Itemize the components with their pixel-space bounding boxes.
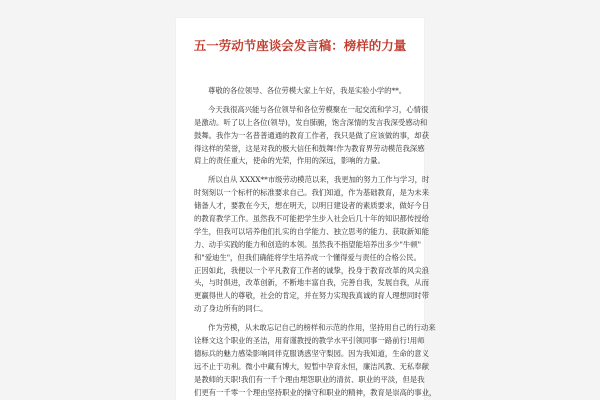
paragraph-line: 是激动。听了以上各位(领导)，发自肺腑，饱含深情的发言我深受感动和: [194, 117, 428, 127]
paragraph-line: 头，与时俱进，改革创新，不断地丰富自我，完善自我，发展自我，从而: [194, 278, 429, 288]
paragraph-line: 远不止于功利。微小中藏有博大，短暂中孕育永恒，廉洁风教、无私奉献: [194, 361, 429, 371]
paragraph-line: 所以自从 XXXX**市级劳动模范以来，我更加的努力工作与学习，时: [208, 175, 430, 185]
paragraph-line: 学生，但我可以培养他们扎实的自学能力、独立思考的能力、获取新知能: [194, 226, 429, 236]
paragraph-line: 德标兵的魅力感染影响同伴克服诱惑坚守梨园。因为我知道，生命的意义: [194, 348, 429, 358]
document-title: 五一劳动节座谈会发言稿：榜样的力量: [193, 38, 407, 53]
paragraph: [194, 322, 437, 399]
paragraph-line: 和"爱迪生"，但我们确能将学生培养成一个懂得爱与责任的合格公民。: [194, 252, 421, 262]
paragraph-line: 动了身边所有的同仁。: [194, 304, 268, 314]
paragraph-line: 储备人才，要教在今天，想在明天，以明日建设者的素质要求，做好今日: [194, 201, 429, 211]
document-body: [194, 85, 437, 399]
paragraph-line: 肩上的责任重大，使命的光荣，作用的深远，影响的力量。: [194, 156, 385, 166]
paragraph: [194, 85, 406, 98]
document-page: [176, 18, 437, 400]
paragraph: [194, 104, 429, 168]
paragraph: [194, 174, 430, 316]
paragraph-line: 是教师的天职!我们有一千个理由埋怨职业的清贫、职业的平淡，但是我: [194, 374, 425, 384]
paragraph-line: 的教育教学工作。虽然我不可能把学生步入社会后几十年的知识都传授给: [194, 214, 429, 224]
paragraph-line: 更赢得世人的尊敬，社会的肯定，并在努力实现我真诚的育人理想同时带: [194, 291, 429, 301]
paragraph-line: 们更有一千零一个理由坚持职业的操守和职业的精神，教育是崇高的事业，: [194, 387, 437, 397]
paragraph-line: 尊敬的各位领导、各位劳模大家上午好，我是实验小学的**。: [208, 86, 407, 95]
paragraph-line: 今天我很高兴能与各位领导和各位劳模聚在一起交流和学习，心情很: [208, 104, 429, 114]
paragraph-line: 诠释文这个职业的圣洁，用育谨教授的教学水平引领同事一路前行!用师: [194, 336, 425, 346]
paragraph-line: 鼓舞。我作为一名普普通通的教育工作者，我只是做了应该做的事，却获: [194, 130, 429, 140]
paragraph-line: 得这样的荣誉，这是对我的极大信任和鼓舞!作为教育界劳动模范我深感: [194, 143, 425, 153]
paragraph-line: 正因如此，我便以一个平凡教育工作者的诚挚，投身于教育改革的风尖浪: [194, 265, 429, 275]
paragraph-line: 力、动手实践的能力和创造的本领。虽然我不指望能培养出多少"牛顿": [194, 239, 421, 249]
paragraph-line: 时刻刻以一个标杆的标准要求自己。我们知道，作为基础教育，是为未来: [194, 188, 429, 198]
paragraph-line: 作为劳模，从未敢忘记自己的榜样和示范的作用，坚持用自己的行动来: [208, 323, 436, 333]
